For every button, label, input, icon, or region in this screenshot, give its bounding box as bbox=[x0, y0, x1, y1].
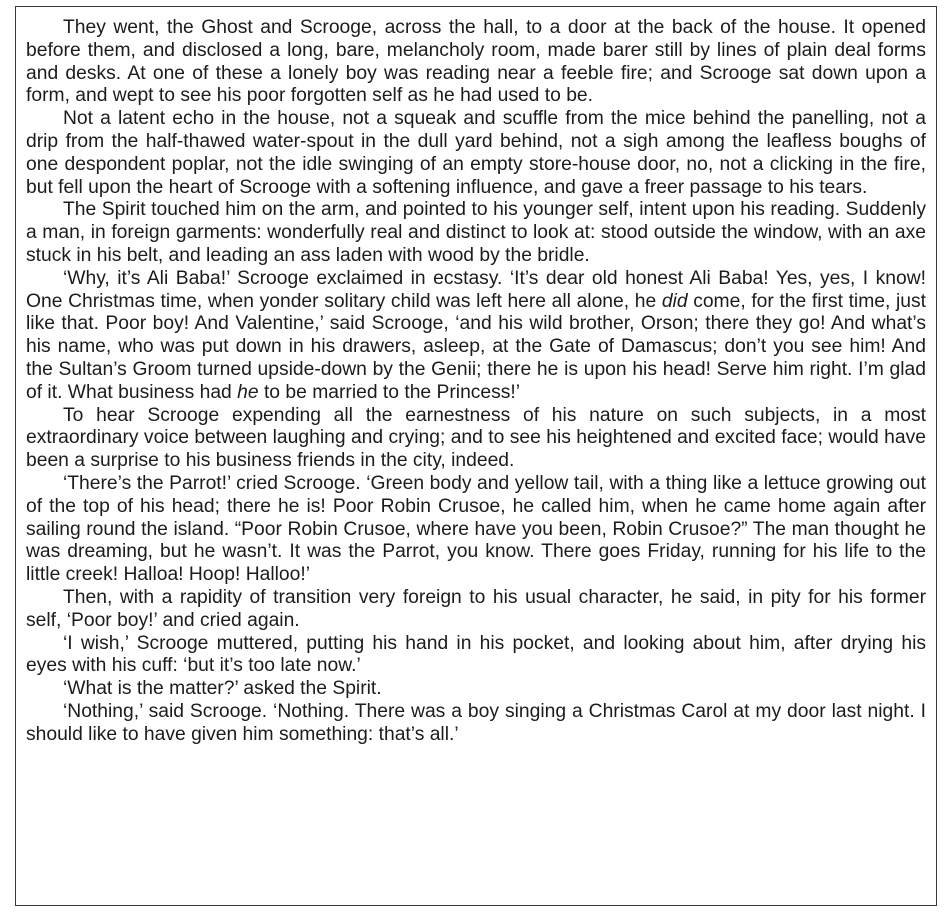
text-run: ‘There’s the Parrot!’ cried Scrooge. ‘Green body and yellow tail, with a thing like a lettuce growing out of the top of his head; there he is! Poor Robin Crusoe, he called him, when he came home again after sailing round the island. “Poor Robin Crusoe, where have you been, Robin Crusoe?” The man thought he was dreaming, but he wasn’t. It was the Parrot, you know. There goes Friday, running for his life to the little creek! Halloa! Hoop! Halloo!’ bbox=[26, 472, 926, 586]
text-run: ‘Nothing,’ said Scrooge. ‘Nothing. There was a boy singing a Christmas Carol at my door last night. I should like to have given him something: that’s all.’ bbox=[26, 700, 926, 745]
paragraph bbox=[26, 17, 926, 108]
italic-run: did bbox=[661, 290, 688, 312]
text-run: ‘Why, it’s Ali Baba!’ Scrooge exclaimed in ecstasy. ‘It’s dear old honest Ali Baba! Yes, yes, I know! One Christmas time, when yonder solitary child was left here all alone, he bbox=[26, 267, 926, 312]
text-run: The Spirit touched him on the arm, and pointed to his younger self, intent upon his reading. Suddenly a man, in foreign garments: wonderfully real and distinct to look at: stood outside the window, with an axe stuck in his belt, and leading an ass laden with wood by the bridle. bbox=[26, 199, 926, 266]
paragraph bbox=[26, 587, 926, 633]
paragraph bbox=[26, 199, 926, 267]
text-run: ‘What is the matter?’ asked the Spirit. bbox=[63, 678, 382, 700]
passage-text bbox=[16, 7, 936, 747]
text-run: ‘I wish,’ Scrooge muttered, putting his hand in his pocket, and looking about him, after drying his eyes with his cuff: ‘but it’s too late now.’ bbox=[26, 632, 926, 677]
text-run: To hear Scrooge expending all the earnestness of his nature on such subjects, in a most extraordinary voice between laughing and crying; and to see his heightened and excited face; would have been a surprise to his business friends in the city, indeed. bbox=[26, 404, 926, 472]
paragraph bbox=[26, 108, 926, 199]
text-run: to be married to the Princess!’ bbox=[258, 381, 521, 403]
paragraph bbox=[26, 405, 926, 473]
text-run: They went, the Ghost and Scrooge, across the hall, to a door at the back of the house. It opened before them, and disclosed a long, bare, melancholy room, made barer still by lines of plain deal forms and desks. At one of these a lonely boy was reading near a feeble fire; and Scrooge sat down upon a form, and wept to see his poor forgotten self as he had used to be. bbox=[26, 17, 926, 107]
text-run: come, for the first time, just like that. Poor boy! And Valentine,’ said Scrooge, ‘and his wild brother, Orson; there they go! And what’s his name, who was put down in his drawers, asleep, at the Gate of Damascus; don’t you see him! And the Sultan’s Groom turned upside-down by the Genii; there he is upon his head! Serve him right. I’m glad of it. What business had bbox=[26, 290, 926, 403]
text-run: Not a latent echo in the house, not a squeak and scuffle from the mice behind the panelling, not a drip from the half-thawed water-spout in the dull yard behind, not a sigh among the leafless boughs of one despondent poplar, not the idle swinging of an empty store-house door, no, not a clicking in the fire, but fell upon the heart of Scrooge with a softening influence, and gave a freer passage to his tears. bbox=[26, 108, 926, 198]
paragraph bbox=[26, 473, 926, 587]
text-run: Then, with a rapidity of transition very foreign to his usual character, he said, in pity for his former self, ‘Poor boy!’ and cried again. bbox=[26, 586, 926, 631]
paragraph bbox=[26, 633, 926, 679]
paragraph bbox=[26, 678, 926, 701]
italic-run: he bbox=[237, 381, 259, 403]
paragraph bbox=[26, 701, 926, 747]
passage-frame bbox=[15, 6, 937, 906]
paragraph bbox=[26, 268, 926, 405]
